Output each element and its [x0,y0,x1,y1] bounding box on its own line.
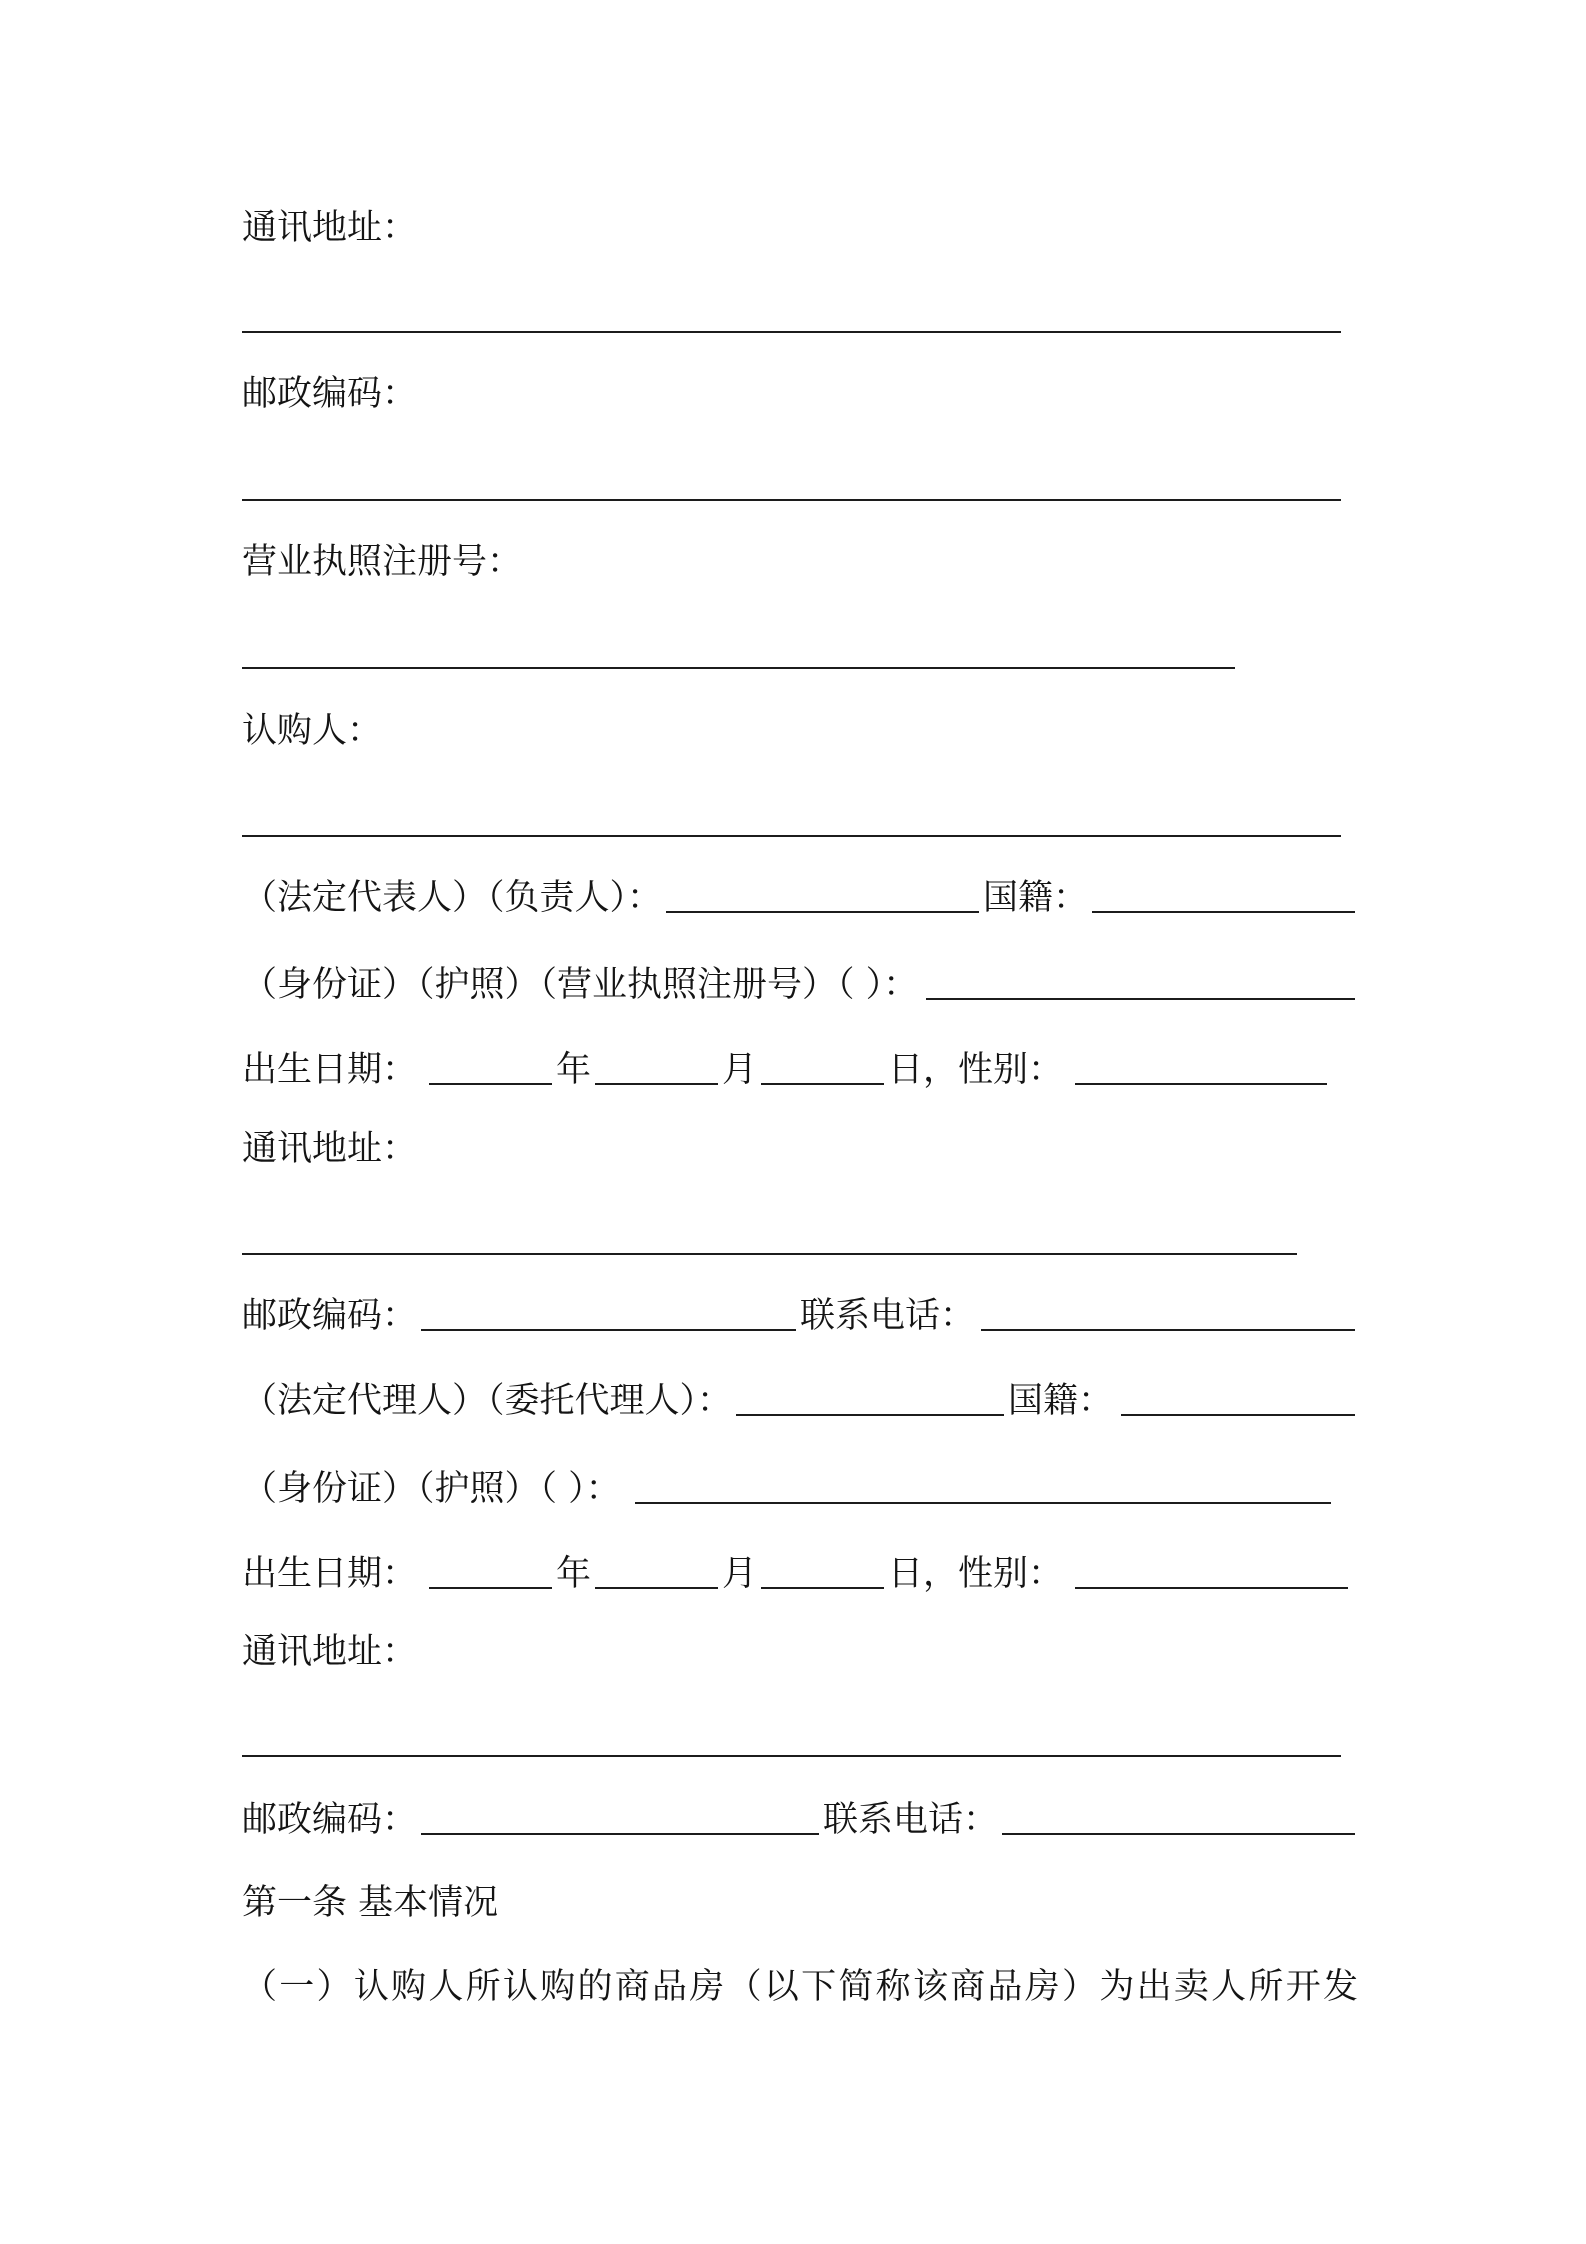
agent-representative-label: （法定代理人）（委托代理人）： [242,1381,733,1421]
buyer-phone-label: 联系电话： [800,1296,976,1336]
buyer-phone-blank [981,1329,1355,1331]
buyer-birth-month-blank [595,1083,718,1085]
agent-birth-day-blank [761,1587,884,1589]
seller-license-label: 营业执照注册号： [242,542,523,582]
seller-address-blank [242,331,1341,333]
buyer-postcode-label: 邮政编码： [242,1296,418,1336]
agent-month-label: 月 [722,1554,758,1594]
agent-gender-blank [1075,1587,1348,1589]
agent-nationality-label: 国籍： [1008,1381,1114,1421]
agent-representative-row [242,1376,1355,1426]
buyer-id-blank [926,998,1355,1000]
buyer-birth-day-blank [761,1083,884,1085]
agent-birth-row [242,1549,1348,1599]
buyer-address-blank [242,1253,1297,1255]
agent-nationality-blank [1121,1414,1355,1416]
buyer-birth-year-blank [429,1083,552,1085]
agent-id-blank [635,1502,1331,1504]
buyer-address-label: 通讯地址： [242,1129,418,1169]
agent-day-gender-label: 日，性别： [888,1554,1064,1594]
buyer-representative-label: （法定代表人）（负责人）： [242,878,663,918]
agent-birth-month-blank [595,1587,718,1589]
buyer-nationality-blank [1092,911,1355,913]
agent-contact-row [242,1795,1355,1845]
agent-birth-year-blank [429,1587,552,1589]
agent-id-row [242,1464,1331,1514]
buyer-representative-blank [666,911,979,913]
buyer-nationality-label: 国籍： [983,878,1089,918]
agent-address-blank [242,1755,1341,1757]
agent-address-label: 通讯地址： [242,1632,418,1672]
buyer-year-label: 年 [556,1050,592,1090]
buyer-birth-row [242,1045,1327,1095]
buyer-day-gender-label: 日，性别： [888,1050,1064,1090]
buyer-gender-blank [1075,1083,1327,1085]
agent-birth-label: 出生日期： [242,1554,418,1594]
agent-id-label: （身份证）（护照）（ ）： [242,1469,621,1509]
buyer-title: 认购人： [242,711,383,751]
buyer-postcode-blank [421,1329,796,1331]
agent-year-label: 年 [556,1554,592,1594]
article-1-heading: 第一条 基本情况 [242,1883,499,1923]
seller-license-blank [242,667,1235,669]
buyer-id-label: （身份证）（护照）（营业执照注册号）（ ）： [242,965,919,1005]
seller-address-label: 通讯地址： [242,208,418,248]
buyer-birth-label: 出生日期： [242,1050,418,1090]
agent-postcode-label: 邮政编码： [242,1800,418,1840]
buyer-name-blank [242,835,1341,837]
agent-postcode-blank [421,1833,819,1835]
seller-postcode-blank [242,499,1341,501]
article-1-clause-1: （一）认购人所认购的商品房（以下简称该商品房）为出卖人所开发 [242,1967,1358,2007]
agent-representative-blank [736,1414,1004,1416]
agent-phone-blank [1002,1833,1355,1835]
buyer-month-label: 月 [722,1050,758,1090]
buyer-id-row [242,960,1355,1010]
agent-phone-label: 联系电话： [823,1800,999,1840]
buyer-representative-row [242,873,1355,923]
seller-postcode-label: 邮政编码： [242,374,418,414]
buyer-contact-row [242,1291,1355,1341]
